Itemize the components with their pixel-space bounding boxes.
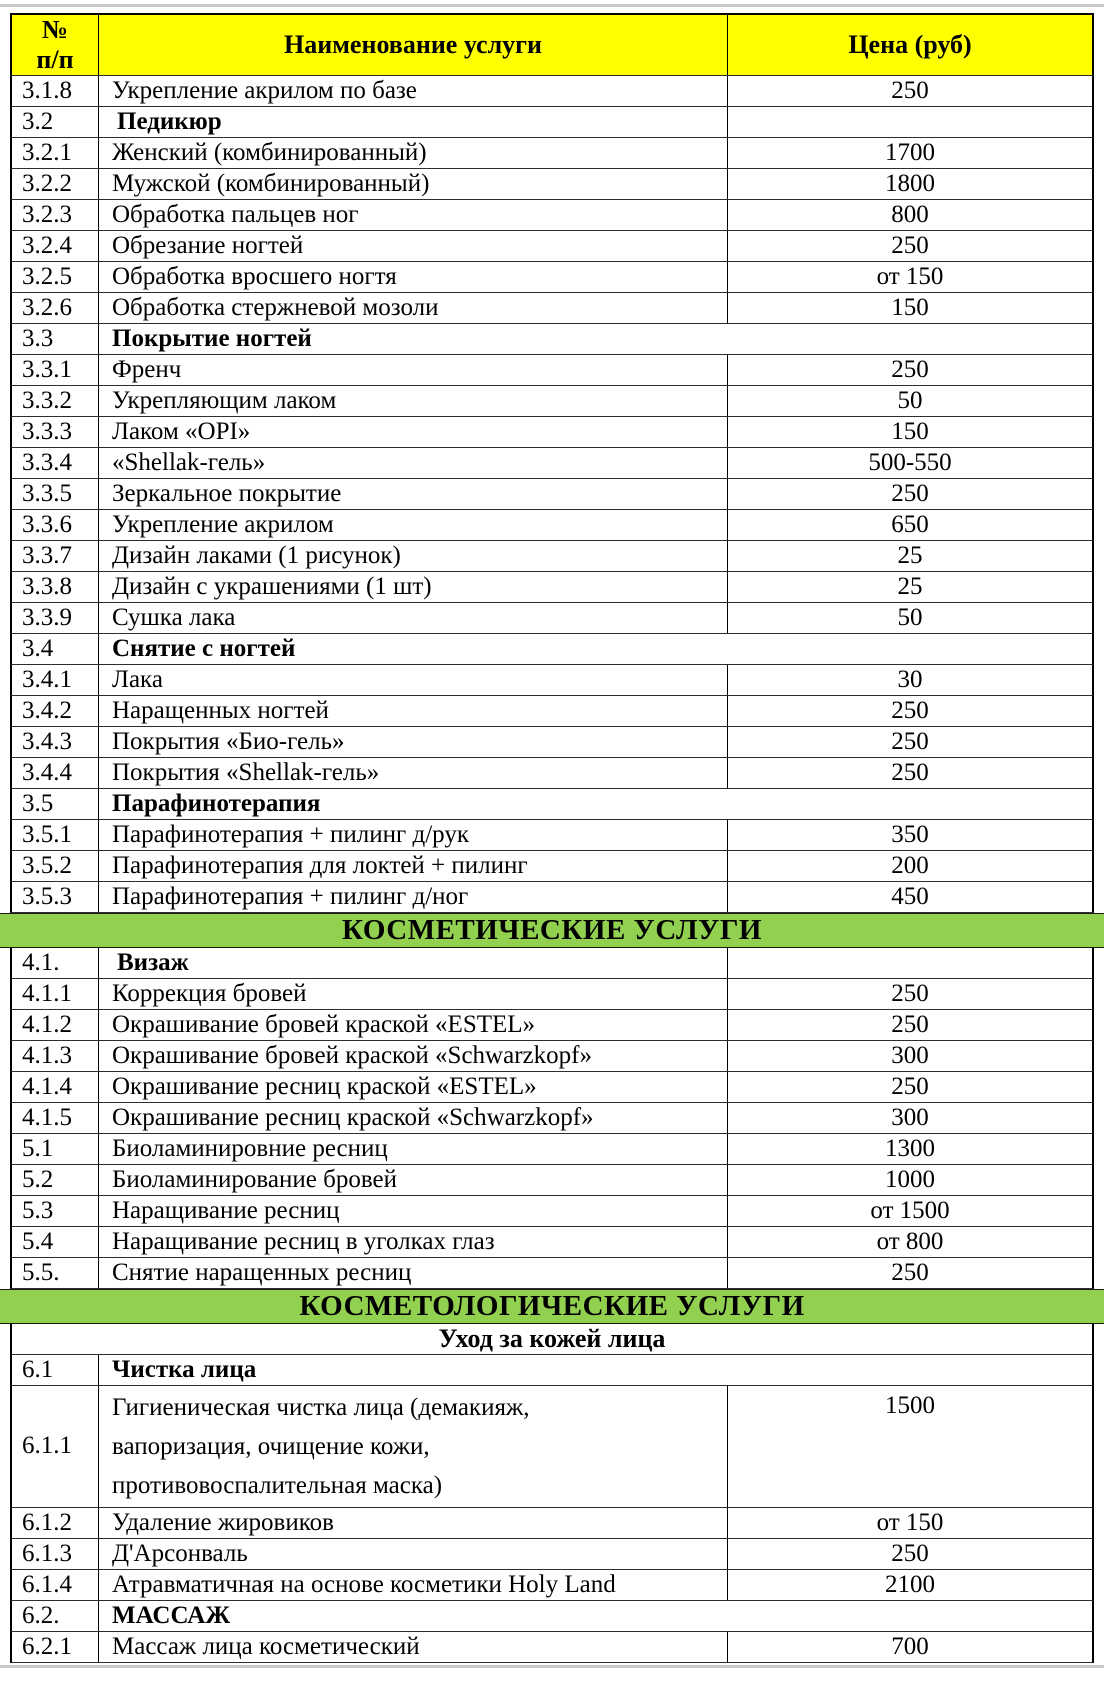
service-name: Визаж xyxy=(99,948,728,978)
table-row xyxy=(10,1386,1094,1508)
service-price: от 800 xyxy=(876,1227,944,1255)
row-number: 6.1.1 xyxy=(12,1386,99,1507)
table-row xyxy=(10,262,1094,293)
row-number: 3.3.9 xyxy=(12,603,99,633)
table-row xyxy=(10,541,1094,572)
row-number: 5.3 xyxy=(12,1196,99,1226)
table-row xyxy=(10,603,1094,634)
row-number: 3.2.1 xyxy=(12,138,99,168)
header-number-line2: п/п xyxy=(36,44,74,74)
service-name: Зеркальное покрытие xyxy=(99,479,728,509)
table-row xyxy=(10,1539,1094,1570)
row-number: 3.2 xyxy=(12,107,99,137)
service-price: 1000 xyxy=(885,1165,935,1193)
table-row xyxy=(10,1508,1094,1539)
service-price: 150 xyxy=(891,293,929,321)
row-number: 5.4 xyxy=(12,1227,99,1257)
service-price: 250 xyxy=(891,355,929,383)
row-number: 3.3 xyxy=(12,324,99,354)
row-number: 4.1. xyxy=(12,948,99,978)
service-name: Коррекция бровей xyxy=(99,979,728,1009)
category-banner xyxy=(0,1289,1104,1324)
service-name: Укрепление акрилом по базе xyxy=(99,76,728,106)
service-price: 700 xyxy=(891,1632,929,1660)
table-row xyxy=(10,293,1094,324)
table-row xyxy=(10,1227,1094,1258)
section-row xyxy=(10,789,1094,820)
service-price: 250 xyxy=(891,1258,929,1286)
service-name: Атравматичная на основе косметики Holy Land xyxy=(99,1570,728,1600)
row-number: 3.5.1 xyxy=(12,820,99,850)
service-name: Наращенных ногтей xyxy=(99,696,728,726)
table-row xyxy=(10,231,1094,262)
service-name: Наращивание ресниц в уголках глаз xyxy=(99,1227,728,1257)
service-price: от 150 xyxy=(876,1508,944,1536)
table-row xyxy=(10,76,1094,107)
row-number: 5.2 xyxy=(12,1165,99,1195)
service-name: Обработка стержневой мозоли xyxy=(99,293,728,323)
table-row xyxy=(10,820,1094,851)
service-price: 250 xyxy=(891,479,929,507)
service-name: Парафинотерапия + пилинг д/ног xyxy=(99,882,728,912)
table-row xyxy=(10,1165,1094,1196)
service-name: Окрашивание бровей краской «ESTEL» xyxy=(99,1010,728,1040)
service-name: Сушка лака xyxy=(99,603,728,633)
service-price: 650 xyxy=(891,510,929,538)
service-name: Биоламинирование бровей xyxy=(99,1165,728,1195)
service-name: Женский (комбинированный) xyxy=(99,138,728,168)
category-title: Уход за кожей лица xyxy=(438,1323,666,1353)
table-row xyxy=(10,169,1094,200)
service-price: 50 xyxy=(897,603,923,631)
service-name: Покрытия «Shellak-гель» xyxy=(99,758,728,788)
service-name: Д'Арсонваль xyxy=(99,1539,728,1569)
service-name: Парафинотерапия xyxy=(112,789,321,817)
row-number: 3.5.3 xyxy=(12,882,99,912)
table-row xyxy=(10,1570,1094,1601)
service-price: 50 xyxy=(897,386,923,414)
service-price: 500-550 xyxy=(868,448,952,476)
row-number: 3.1.8 xyxy=(12,76,99,106)
row-number: 6.1.2 xyxy=(12,1508,99,1538)
table-row xyxy=(10,696,1094,727)
service-price: 300 xyxy=(891,1103,929,1131)
service-price xyxy=(728,948,1092,978)
service-price: 250 xyxy=(891,696,929,724)
category-title: КОСМЕТИЧЕСКИЕ УСЛУГИ xyxy=(342,913,762,946)
row-number: 3.3.7 xyxy=(12,541,99,571)
service-name: Покрытие ногтей xyxy=(112,324,312,352)
service-name: Удаление жировиков xyxy=(99,1508,728,1538)
table-row xyxy=(10,386,1094,417)
service-name: Покрытия «Био-гель» xyxy=(99,727,728,757)
section-row xyxy=(10,634,1094,665)
section-row xyxy=(10,948,1094,979)
table-row xyxy=(10,510,1094,541)
service-price: 300 xyxy=(891,1041,929,1069)
service-name: Дизайн лаками (1 рисунок) xyxy=(99,541,728,571)
table-row xyxy=(10,1041,1094,1072)
row-number: 6.1 xyxy=(12,1355,99,1385)
service-price: 200 xyxy=(891,851,929,879)
service-name: Чистка лица xyxy=(112,1355,257,1383)
service-price: 1800 xyxy=(885,169,935,197)
service-name: Лака xyxy=(99,665,728,695)
service-price: 2100 xyxy=(885,1570,935,1598)
table-row xyxy=(10,355,1094,386)
row-number: 3.3.6 xyxy=(12,510,99,540)
row-number: 3.2.5 xyxy=(12,262,99,292)
service-price: 450 xyxy=(891,882,929,910)
table-header-row xyxy=(10,13,1094,76)
table-row xyxy=(10,448,1094,479)
bottom-edge-line xyxy=(0,1665,1104,1668)
service-name: Укрепление акрилом xyxy=(99,510,728,540)
service-price: 1500 xyxy=(885,1391,935,1419)
section-row xyxy=(10,107,1094,138)
price-list-page xyxy=(0,4,1104,1668)
service-name: Биоламинировние ресниц xyxy=(99,1134,728,1164)
table-row xyxy=(10,727,1094,758)
row-number: 3.2.4 xyxy=(12,231,99,261)
header-number-line1: № xyxy=(41,15,69,44)
table-row xyxy=(10,572,1094,603)
row-number: 3.2.2 xyxy=(12,169,99,199)
service-price: 250 xyxy=(891,727,929,755)
service-price: 150 xyxy=(891,417,929,445)
service-price: от 1500 xyxy=(870,1196,950,1224)
table-row xyxy=(10,758,1094,789)
service-price: 25 xyxy=(897,541,923,569)
row-number: 4.1.3 xyxy=(12,1041,99,1071)
service-name: Педикюр xyxy=(99,107,728,137)
service-price: 250 xyxy=(891,1539,929,1567)
service-name: Окрашивание ресниц краской «ESTEL» xyxy=(99,1072,728,1102)
section-row xyxy=(10,1355,1094,1386)
service-price: 1300 xyxy=(885,1134,935,1162)
section-row xyxy=(10,1601,1094,1632)
service-price: 250 xyxy=(891,76,929,104)
service-price: 250 xyxy=(891,758,929,786)
row-number: 3.4.3 xyxy=(12,727,99,757)
service-price: 25 xyxy=(897,572,923,600)
row-number: 6.1.4 xyxy=(12,1570,99,1600)
service-price: 350 xyxy=(891,820,929,848)
table-row xyxy=(10,1134,1094,1165)
row-number: 3.3.4 xyxy=(12,448,99,478)
row-number: 3.3.5 xyxy=(12,479,99,509)
service-name: МАССАЖ xyxy=(112,1601,231,1629)
table-row xyxy=(10,851,1094,882)
service-price: от 150 xyxy=(876,262,944,290)
row-number: 3.4.4 xyxy=(12,758,99,788)
table-row xyxy=(10,979,1094,1010)
row-number: 3.3.1 xyxy=(12,355,99,385)
row-number: 6.2.1 xyxy=(12,1632,99,1662)
row-number: 3.3.8 xyxy=(12,572,99,602)
table-rows xyxy=(0,76,1104,1663)
service-name: Снятие наращенных ресниц xyxy=(99,1258,728,1288)
row-number: 5.1 xyxy=(12,1134,99,1164)
table-row xyxy=(10,1103,1094,1134)
subcategory-header-row xyxy=(10,1324,1094,1355)
service-name: Лаком «OPI» xyxy=(99,417,728,447)
row-number: 3.3.3 xyxy=(12,417,99,447)
table-row xyxy=(10,1258,1094,1289)
service-name: Укрепляющим лаком xyxy=(99,386,728,416)
row-number: 6.1.3 xyxy=(12,1539,99,1569)
service-name: «Shellak-гель» xyxy=(99,448,728,478)
price-table xyxy=(0,13,1104,1663)
service-price: 250 xyxy=(891,1072,929,1100)
category-title: КОСМЕТОЛОГИЧЕСКИЕ УСЛУГИ xyxy=(299,1289,805,1322)
table-row xyxy=(10,1010,1094,1041)
row-number: 4.1.2 xyxy=(12,1010,99,1040)
service-name: Обработка вросшего ногтя xyxy=(99,262,728,292)
service-price: 250 xyxy=(891,231,929,259)
row-number: 3.2.6 xyxy=(12,293,99,323)
service-name: Снятие с ногтей xyxy=(112,634,296,662)
service-price: 250 xyxy=(891,979,929,1007)
row-number: 3.4 xyxy=(12,634,99,664)
service-name: Мужской (комбинированный) xyxy=(99,169,728,199)
table-row xyxy=(10,665,1094,696)
service-name: Дизайн с украшениями (1 шт) xyxy=(99,572,728,602)
service-price: 30 xyxy=(897,665,923,693)
service-name: Наращивание ресниц xyxy=(99,1196,728,1226)
service-price xyxy=(728,107,1092,137)
row-number: 4.1.1 xyxy=(12,979,99,1009)
header-service-column: Наименование услуги xyxy=(99,15,728,75)
row-number: 6.2. xyxy=(12,1601,99,1631)
service-name: Френч xyxy=(99,355,728,385)
service-name: Гигиеническая чистка лица (демакияж, вапоризация, очищение кожи, противовоспалительная маска) xyxy=(99,1386,728,1507)
table-row xyxy=(10,1072,1094,1103)
row-number: 5.5. xyxy=(12,1258,99,1288)
table-row xyxy=(10,1632,1094,1663)
service-name: Парафинотерапия для локтей + пилинг xyxy=(99,851,728,881)
row-number: 4.1.5 xyxy=(12,1103,99,1133)
service-price: 800 xyxy=(891,200,929,228)
service-name: Окрашивание ресниц краской «Schwarzkopf» xyxy=(99,1103,728,1133)
table-row xyxy=(10,1196,1094,1227)
table-row xyxy=(10,417,1094,448)
service-price: 250 xyxy=(891,1010,929,1038)
service-name: Обрезание ногтей xyxy=(99,231,728,261)
row-number: 3.4.2 xyxy=(12,696,99,726)
category-banner xyxy=(0,913,1104,948)
table-row xyxy=(10,200,1094,231)
section-row xyxy=(10,324,1094,355)
header-number-column xyxy=(12,15,99,75)
top-edge-line xyxy=(0,4,1104,7)
service-name: Обработка пальцев ног xyxy=(99,200,728,230)
row-number: 3.2.3 xyxy=(12,200,99,230)
service-price: 1700 xyxy=(885,138,935,166)
row-number: 3.4.1 xyxy=(12,665,99,695)
table-row xyxy=(10,479,1094,510)
service-name: Окрашивание бровей краской «Schwarzkopf» xyxy=(99,1041,728,1071)
header-price-column: Цена (руб) xyxy=(848,29,972,59)
service-name: Парафинотерапия + пилинг д/рук xyxy=(99,820,728,850)
row-number: 4.1.4 xyxy=(12,1072,99,1102)
row-number: 3.3.2 xyxy=(12,386,99,416)
table-row xyxy=(10,882,1094,913)
service-name: Массаж лица косметический xyxy=(99,1632,728,1662)
row-number: 3.5.2 xyxy=(12,851,99,881)
table-row xyxy=(10,138,1094,169)
row-number: 3.5 xyxy=(12,789,99,819)
